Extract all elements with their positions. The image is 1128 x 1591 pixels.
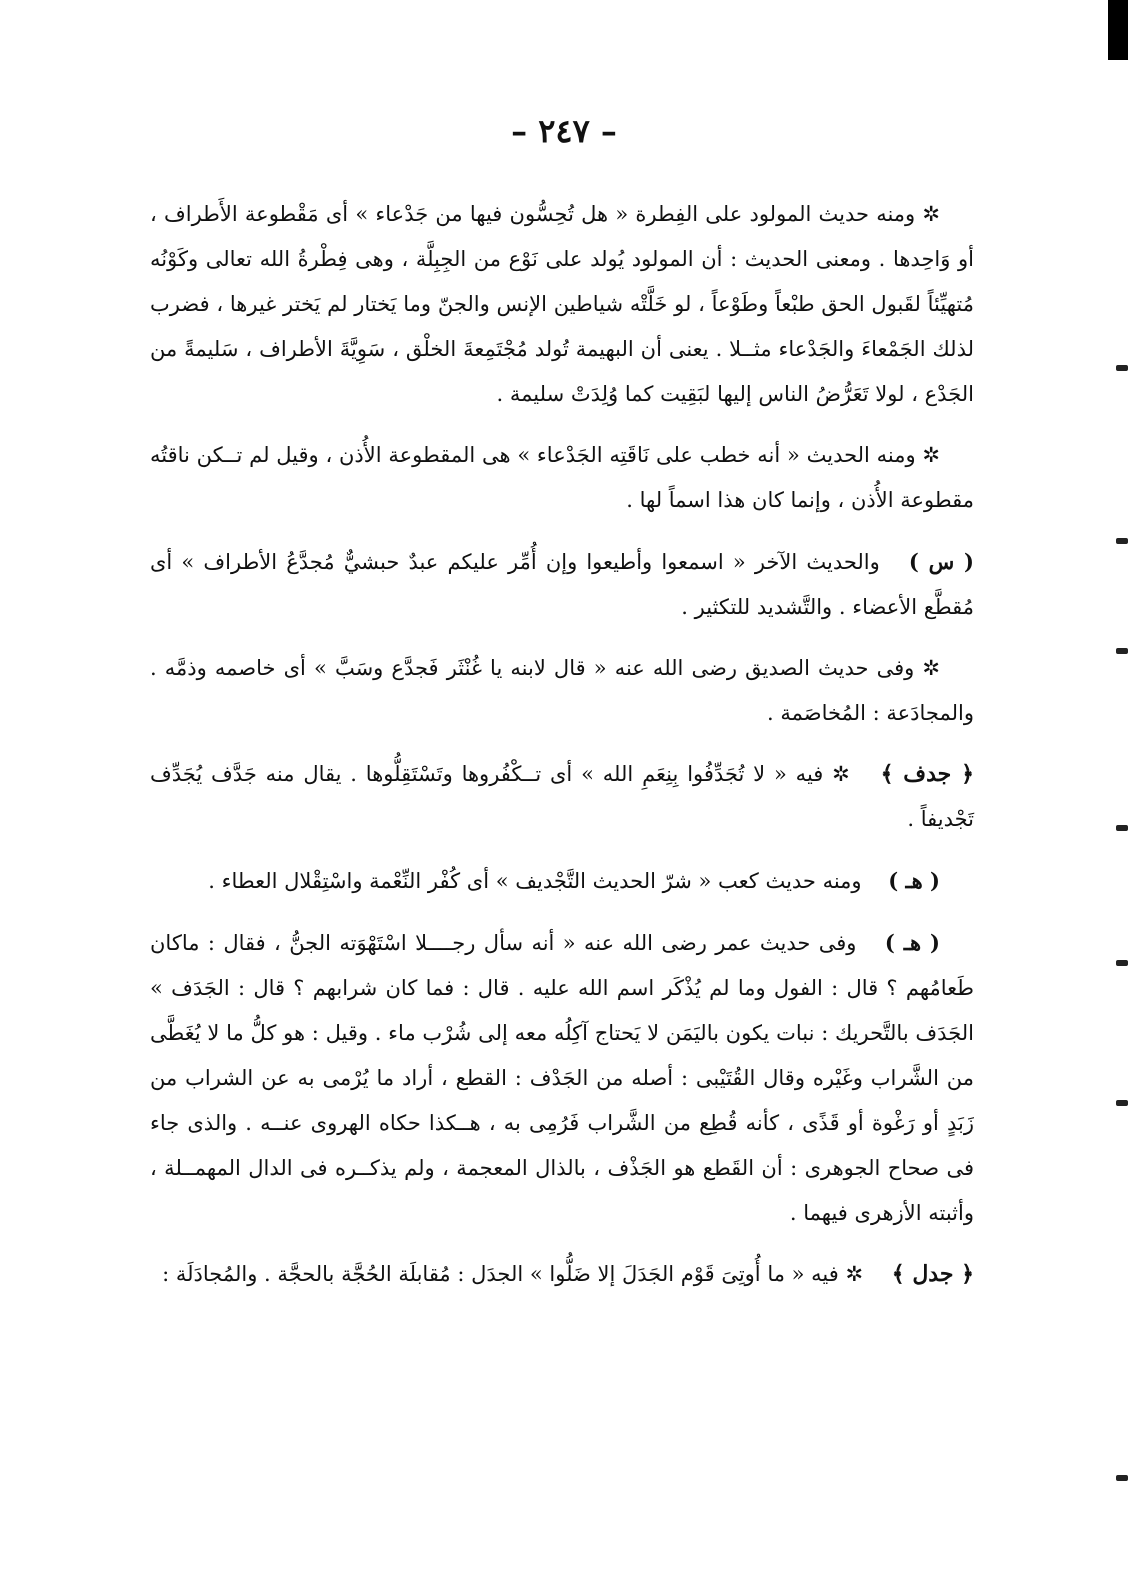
paragraph-7: [150, 920, 974, 1236]
page-number: – ٢٤٧ –: [511, 112, 617, 150]
paragraph-text: والحديث الآخر « اسمعوا وأطيعوا وإن أُمِّر عليكم عبدٌ حبشيٌّ مُجدَّعُ الأطراف » أى مُقطَّع الأعضاء . والتَّشديد للتكثير .: [150, 550, 974, 619]
scan-edge-tick: [1116, 1475, 1128, 1481]
paragraph-text: ✲ ومنه حديث المولود على الفِطرة « هل تُحِسُّون فيها من جَدْعاء » أى مَقْطوعة الأَطراف ، أو وَاحِدها . ومعنى الحديث : أن المولود يُولد على نَوْع من الجِبِلَّة ، وهى فِطْرةُ الله تعالى وكَوْنُه مُتهيِّئاً لقَبول الحق طبْعاً وطَوْعاً ، لو خَلَّتْه شياطين الإنس والجنّ وما يَختار لم يَختر غيرها ، فضرب لذلك الجَمْعاءَ والجَدْعاء مثــلا . يعنى أن البهيمة تُولد مُجْتَمِعةَ الخلْق ، سَوِيَّةَ الأطراف ، سَليمةً من الجَدْع ، لولا تَعَرُّضُ الناس إليها لبَقِيت كما وُلِدَتْ سليمة .: [150, 202, 974, 406]
entry-heading: ﴿ جدف ﴾: [880, 761, 974, 787]
paragraph-1: [150, 192, 974, 417]
paragraph-6: [150, 858, 974, 904]
scan-edge-tick: [1116, 960, 1128, 966]
source-marker: ( هـ ): [888, 868, 940, 893]
scan-edge-tick: [1116, 825, 1128, 831]
source-marker: ( س ): [908, 549, 974, 574]
paragraph-text: ومنه حديث كعب « شرّ الحديث التَّجْديف » أى كُفْر النِّعْمة واسْتِقْلال العطاء .: [208, 869, 862, 893]
scan-edge-tick: [1116, 648, 1128, 654]
paragraph-text: ✲ فيه « لا تُجَدِّفُوا بِنِعَمِ الله » أى تــكْفُروها وتَسْتَقِلُّوها . يقال منه جَدَّف يُجَدِّف تَجْديفاً .: [150, 762, 974, 831]
entry-heading: ﴿ جدل ﴾: [891, 1261, 974, 1287]
page-body: [150, 192, 974, 1313]
source-marker: ( هـ ): [884, 930, 940, 955]
paragraph-2: [150, 433, 974, 523]
entry-jadal: [150, 1252, 974, 1297]
scan-edge-mark: [1108, 0, 1128, 60]
scan-edge-tick: [1116, 538, 1128, 544]
paragraph-text: ✲ فيه « ما أُوتِىَ قَوْم الجَدَلَ إلا ضَلُّوا » الجدَل : مُقابلَة الحُجَّة بالحجَّة . والمُجادَلَة :: [162, 1262, 864, 1286]
scan-edge-tick: [1116, 365, 1128, 371]
paragraph-text: وفى حديث عمر رضى الله عنه « أنه سأل رجــــلا اسْتَهْوَته الجنُّ ، فقال : ماكان طَعامُهم ؟ قال : الفول وما لم يُذْكَر اسم الله عليه . قال : فما كان شرابهم ؟ قال : الجَدَف » الجَدَف بالتَّحريك : نبات يكون باليَمَن لا يَحتاج آكِلُه معه إلى شُرْب ماء . وقيل : هو كلُّ ما لا يُغَطَّى من الشَّراب وغَيْره وقال القُتَيْبى : أصله من الجَدْف : القطع ، أراد ما يُرْمى به عن الشراب من زَبَدٍ أو رَغْوة أو قَذًى ، كأنه قُطِع من الشَّراب فَرُمِى به ، هــكذا حكاه الهروى عنــه . والذى جاء فى صحاح الجوهرى : أن القَطع هو الجَذْف ، بالذال المعجمة ، ولم يذكــره فى الدال المهمــلة ، وأثبته الأزهرى فيهما .: [150, 931, 975, 1225]
paragraph-text: ✲ ومنه الحديث « أنه خطب على نَاقَتِه الجَدْعاء » هى المقطوعة الأُذن ، وقيل لم تــكن ناقتُه مقطوعة الأُذن ، وإنما كان هذا اسماً لها .: [150, 443, 974, 512]
paragraph-text: ✲ وفى حديث الصديق رضى الله عنه « قال لابنه يا غُنْثَر فَجدَّع وسَبَّ » أى خاصمه وذمَّه . والمجادَعة : المُخاصَمة .: [150, 656, 974, 725]
paragraph-3: [150, 539, 974, 630]
entry-jadaf: [150, 752, 974, 842]
scan-edge-tick: [1116, 1100, 1128, 1106]
paragraph-4: [150, 646, 974, 736]
